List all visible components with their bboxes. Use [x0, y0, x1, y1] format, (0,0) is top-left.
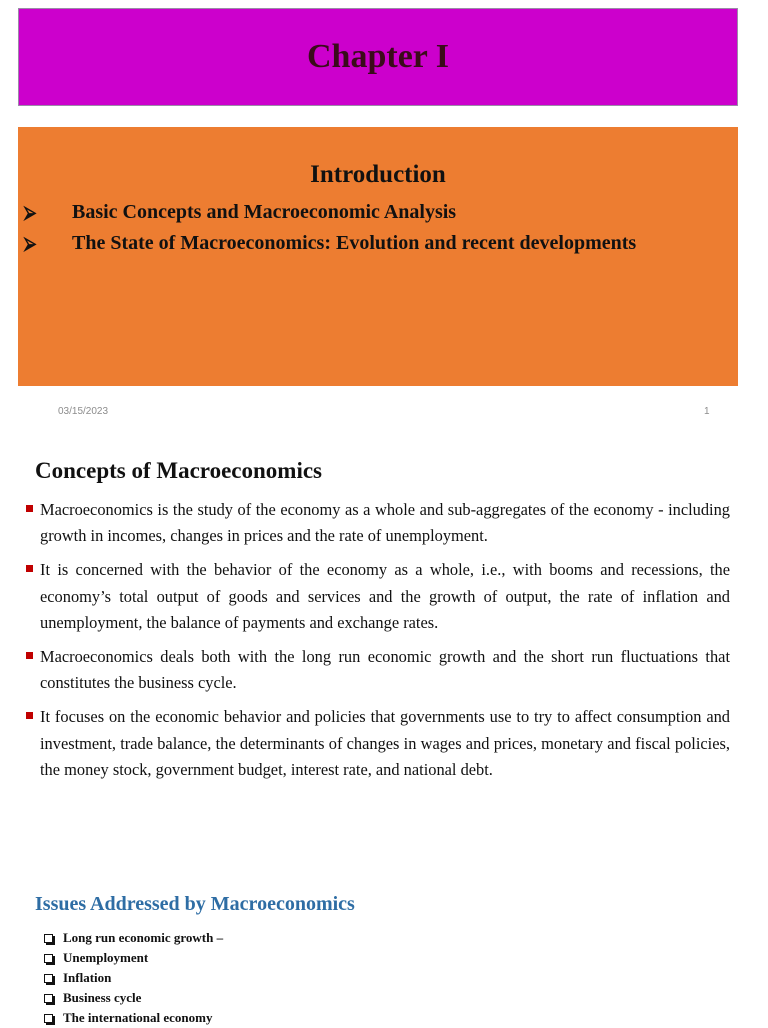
issue-item [44, 988, 223, 1008]
issue-item [44, 1008, 223, 1028]
chapter-title: Chapter I [307, 38, 449, 75]
concept-bullet [26, 497, 730, 549]
intro-list-item [24, 201, 456, 224]
issues-list [44, 928, 223, 1028]
square-bullet-icon [26, 712, 33, 719]
chapter-title-banner [18, 8, 738, 106]
issue-item [44, 948, 223, 968]
square-bullet-icon [26, 565, 33, 572]
checkbox-bullet-icon [44, 934, 53, 943]
concept-bullet-text: It focuses on the economic behavior and policies that governments use to try to affect consumption and investment, trade balance, the determinants of changes in wages and prices, monetary and fiscal policies, the money stock, government budget, interest rate, and national debt. [40, 707, 730, 779]
issue-text: Business cycle [63, 990, 142, 1005]
concept-bullet-text: It is concerned with the behavior of the economy as a whole, i.e., with booms and recessions, the economy’s total output of goods and services and the growth of output, the rate of inflation and unemployment, the balance of payments and exchange rates. [40, 560, 730, 632]
introduction-heading: Introduction [310, 161, 446, 188]
checkbox-bullet-icon [44, 974, 53, 983]
concept-bullet [26, 557, 730, 636]
checkbox-bullet-icon [44, 1014, 53, 1023]
concepts-heading: Concepts of Macroeconomics [35, 458, 323, 483]
square-bullet-icon [26, 505, 33, 512]
issue-text: Inflation [63, 970, 112, 985]
concept-bullet-text: Macroeconomics deals both with the long run economic growth and the short run fluctuations that constitutes the business cycle. [40, 647, 730, 693]
issue-text: Unemployment [63, 950, 149, 965]
issue-text: Long run economic growth – [63, 930, 224, 945]
intro-item-text: Basic Concepts and Macroeconomic Analysis [72, 201, 457, 223]
slide-date: 03/15/2023 [58, 406, 109, 417]
slide-page-number: 1 [704, 406, 710, 417]
arrow-bullet-icon: ⮚ [24, 203, 37, 223]
checkbox-bullet-icon [44, 954, 53, 963]
intro-item-text: The State of Macroeconomics: Evolution and recent developments [72, 232, 637, 254]
issue-item [44, 968, 223, 988]
concept-bullet [26, 704, 730, 783]
issues-heading: Issues Addressed by Macroeconomics [35, 893, 355, 915]
introduction-panel [18, 127, 738, 386]
issue-item [44, 928, 223, 948]
intro-list-item [24, 232, 636, 255]
concept-bullet-text: Macroeconomics is the study of the economy as a whole and sub-aggregates of the economy - including growth in incomes, changes in prices and the rate of unemployment. [40, 500, 730, 546]
arrow-bullet-icon: ⮚ [24, 234, 37, 254]
square-bullet-icon [26, 652, 33, 659]
concepts-bullet-list [26, 497, 730, 791]
concept-bullet [26, 644, 730, 696]
checkbox-bullet-icon [44, 994, 53, 1003]
issue-text: The international economy [63, 1010, 213, 1025]
